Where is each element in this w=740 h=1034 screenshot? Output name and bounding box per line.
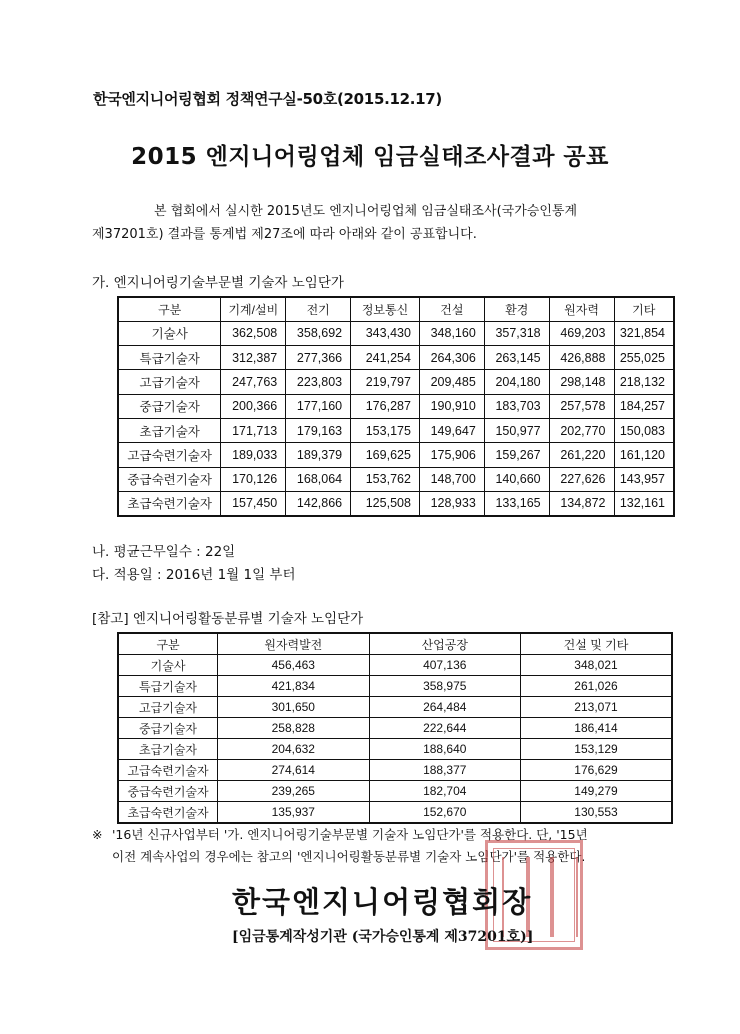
table-row xyxy=(118,802,672,824)
row-label: 특급기술자 xyxy=(118,676,218,697)
table-cell: 149,647 xyxy=(419,418,484,442)
row-label: 초급기술자 xyxy=(118,418,221,442)
column-header: 기계/설비 xyxy=(221,297,286,321)
table-cell: 257,578 xyxy=(549,394,614,418)
table-row xyxy=(118,370,674,394)
row-label: 초급숙련기술자 xyxy=(118,491,221,515)
table-cell: 258,828 xyxy=(218,718,369,739)
table-cell: 132,161 xyxy=(614,491,674,515)
table-cell: 358,975 xyxy=(369,676,520,697)
row-label: 특급기술자 xyxy=(118,346,221,370)
signatory-subtitle: [임금통계작성기관 (국가승인통계 제37201호)] xyxy=(232,929,534,945)
column-header: 정보통신 xyxy=(351,297,420,321)
table-cell: 153,762 xyxy=(351,467,420,491)
column-header: 기타 xyxy=(614,297,674,321)
table-row xyxy=(118,321,674,345)
footnote-line-2: 이전 계속사업의 경우에는 참고의 '엔지니어링활동분류별 기술자 노임단가'를 적용한다. xyxy=(112,849,586,864)
intro-paragraph xyxy=(92,200,672,246)
table-cell: 358,692 xyxy=(286,321,351,345)
table-cell: 202,770 xyxy=(549,418,614,442)
table-cell: 171,713 xyxy=(221,418,286,442)
table-cell: 263,145 xyxy=(484,346,549,370)
intro-line-1: 본 협회에서 실시한 2015년도 엔지니어링업체 임금실태조사(국가승인통계 xyxy=(154,204,577,219)
section-ref-heading: [참고] 엔지니어링활동분류별 기술자 노임단가 xyxy=(92,611,364,627)
footnote-line-1: '16년 신규사업부터 '가. 엔지니어링기술부문별 기술자 노임단가'를 적용한다. 단, '15년 xyxy=(112,827,588,842)
table-cell: 348,021 xyxy=(521,655,673,676)
table-row xyxy=(118,346,674,370)
table-cell: 209,485 xyxy=(419,370,484,394)
table-cell: 312,387 xyxy=(221,346,286,370)
table-cell: 152,670 xyxy=(369,802,520,824)
wage-table-by-activity xyxy=(117,632,673,824)
table-cell: 407,136 xyxy=(369,655,520,676)
table-cell: 227,626 xyxy=(549,467,614,491)
column-header: 산업공장 xyxy=(369,633,520,655)
column-header: 건설 및 기타 xyxy=(521,633,673,655)
table-cell: 150,083 xyxy=(614,418,674,442)
table-cell: 348,160 xyxy=(419,321,484,345)
document-header: 한국엔지니어링협회 정책연구실-50호(2015.12.17) xyxy=(93,90,442,108)
table-cell: 175,906 xyxy=(419,443,484,467)
table-row xyxy=(118,655,672,676)
table-cell: 255,025 xyxy=(614,346,674,370)
table-row xyxy=(118,394,674,418)
table-cell: 362,508 xyxy=(221,321,286,345)
row-label: 기술사 xyxy=(118,655,218,676)
table-cell: 189,033 xyxy=(221,443,286,467)
row-label: 고급숙련기술자 xyxy=(118,443,221,467)
table-cell: 261,220 xyxy=(549,443,614,467)
table-cell: 142,866 xyxy=(286,491,351,515)
row-label: 중급기술자 xyxy=(118,718,218,739)
table-cell: 213,071 xyxy=(521,697,673,718)
table-header-row xyxy=(118,633,672,655)
document-title: 2015 엔지니어링업체 임금실태조사결과 공표 xyxy=(131,144,609,170)
column-header: 원자력 xyxy=(549,297,614,321)
table-cell: 264,306 xyxy=(419,346,484,370)
table-cell: 176,629 xyxy=(521,760,673,781)
table-row xyxy=(118,491,674,515)
row-label: 중급숙련기술자 xyxy=(118,467,221,491)
row-label: 고급숙련기술자 xyxy=(118,760,218,781)
table-cell: 321,854 xyxy=(614,321,674,345)
table-cell: 134,872 xyxy=(549,491,614,515)
table-cell: 261,026 xyxy=(521,676,673,697)
column-header: 원자력발전 xyxy=(218,633,369,655)
table-cell: 222,644 xyxy=(369,718,520,739)
table-cell: 177,160 xyxy=(286,394,351,418)
table-cell: 223,803 xyxy=(286,370,351,394)
table-cell: 357,318 xyxy=(484,321,549,345)
table-row xyxy=(118,418,674,442)
signatory-name: 한국엔지니어링협회장 xyxy=(232,885,533,919)
table-cell: 182,704 xyxy=(369,781,520,802)
row-label: 고급기술자 xyxy=(118,697,218,718)
table-cell: 153,175 xyxy=(351,418,420,442)
table-cell: 219,797 xyxy=(351,370,420,394)
table-cell: 169,625 xyxy=(351,443,420,467)
row-label: 중급숙련기술자 xyxy=(118,781,218,802)
table-cell: 168,064 xyxy=(286,467,351,491)
table-cell: 469,203 xyxy=(549,321,614,345)
row-label: 중급기술자 xyxy=(118,394,221,418)
table-cell: 143,957 xyxy=(614,467,674,491)
table-row xyxy=(118,781,672,802)
row-label: 초급기술자 xyxy=(118,739,218,760)
table-cell: 188,377 xyxy=(369,760,520,781)
table-header-row xyxy=(118,297,674,321)
table-cell: 176,287 xyxy=(351,394,420,418)
table-cell: 343,430 xyxy=(351,321,420,345)
row-label: 초급숙련기술자 xyxy=(118,802,218,824)
table-row xyxy=(118,718,672,739)
table-row xyxy=(118,760,672,781)
table-cell: 274,614 xyxy=(218,760,369,781)
column-header: 환경 xyxy=(484,297,549,321)
table-row xyxy=(118,739,672,760)
table-cell: 241,254 xyxy=(351,346,420,370)
table-cell: 190,910 xyxy=(419,394,484,418)
table-cell: 153,129 xyxy=(521,739,673,760)
row-label: 고급기술자 xyxy=(118,370,221,394)
table-cell: 204,180 xyxy=(484,370,549,394)
wage-table-by-field xyxy=(117,296,675,517)
table-cell: 157,450 xyxy=(221,491,286,515)
table-cell: 179,163 xyxy=(286,418,351,442)
table-cell: 130,553 xyxy=(521,802,673,824)
column-header: 전기 xyxy=(286,297,351,321)
table-cell: 128,933 xyxy=(419,491,484,515)
table-cell: 159,267 xyxy=(484,443,549,467)
table-row xyxy=(118,697,672,718)
row-label: 기술사 xyxy=(118,321,221,345)
table-cell: 133,165 xyxy=(484,491,549,515)
reference-mark-icon: ※ xyxy=(92,827,103,842)
table-cell: 421,834 xyxy=(218,676,369,697)
table-cell: 277,366 xyxy=(286,346,351,370)
section-ga-heading: 가. 엔지니어링기술부문별 기술자 노임단가 xyxy=(92,275,344,291)
table-cell: 183,703 xyxy=(484,394,549,418)
footnote xyxy=(92,824,692,868)
table-cell: 188,640 xyxy=(369,739,520,760)
table-cell: 247,763 xyxy=(221,370,286,394)
section-na-workdays: 나. 평균근무일수 : 22일 xyxy=(92,544,236,560)
table-row xyxy=(118,467,674,491)
intro-line-2: 제37201호) 결과를 통계법 제27조에 따라 아래와 같이 공표합니다. xyxy=(92,227,477,242)
table-cell: 150,977 xyxy=(484,418,549,442)
table-cell: 301,650 xyxy=(218,697,369,718)
table-cell: 125,508 xyxy=(351,491,420,515)
table-cell: 298,148 xyxy=(549,370,614,394)
table-cell: 148,700 xyxy=(419,467,484,491)
table-cell: 149,279 xyxy=(521,781,673,802)
table-cell: 204,632 xyxy=(218,739,369,760)
table-cell: 426,888 xyxy=(549,346,614,370)
table-cell: 218,132 xyxy=(614,370,674,394)
table-cell: 239,265 xyxy=(218,781,369,802)
table-cell: 170,126 xyxy=(221,467,286,491)
column-header: 구분 xyxy=(118,633,218,655)
table-cell: 140,660 xyxy=(484,467,549,491)
table-cell: 135,937 xyxy=(218,802,369,824)
table-cell: 264,484 xyxy=(369,697,520,718)
table-row xyxy=(118,443,674,467)
table-cell: 200,366 xyxy=(221,394,286,418)
table-cell: 161,120 xyxy=(614,443,674,467)
column-header: 건설 xyxy=(419,297,484,321)
table-cell: 189,379 xyxy=(286,443,351,467)
column-header: 구분 xyxy=(118,297,221,321)
table-row xyxy=(118,676,672,697)
table-cell: 186,414 xyxy=(521,718,673,739)
section-da-effective-date: 다. 적용일 : 2016년 1월 1일 부터 xyxy=(92,567,296,583)
table-cell: 184,257 xyxy=(614,394,674,418)
table-cell: 456,463 xyxy=(218,655,369,676)
